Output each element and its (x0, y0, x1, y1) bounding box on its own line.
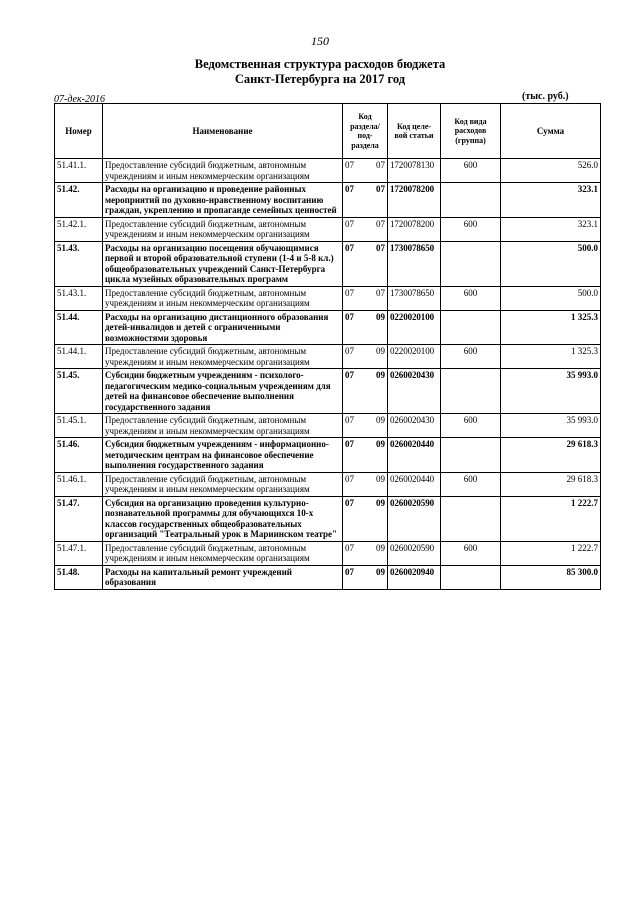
table-row (55, 472, 601, 496)
row-section (343, 369, 388, 414)
row-section (343, 472, 388, 496)
row-amount: 35 993.0 (501, 414, 601, 438)
row-subsection-code: 09 (376, 439, 385, 449)
row-subsection-code: 09 (376, 566, 385, 577)
row-target-code: 0260020440 (388, 438, 441, 473)
header-section: Код раздела/ под- раздела (343, 104, 388, 159)
row-section-code: 07 (345, 346, 354, 356)
row-number: 51.45. (55, 369, 103, 414)
row-subsection-code: 07 (376, 184, 385, 194)
table-row (55, 414, 601, 438)
page-number: 150 (311, 34, 329, 48)
row-expense-type (441, 310, 501, 345)
row-name: Расходы на организацию посещения обучающимися первой и второй образовательной ступени (1-4 и 5-8 кл.) общеобразовательных учреждений Санкт-Петербурга цикла музейных образовательных программ (103, 241, 343, 286)
row-section (343, 183, 388, 218)
row-number: 51.44.1. (55, 345, 103, 369)
row-target-code: 0260020430 (388, 414, 441, 438)
table-row (55, 345, 601, 369)
row-section-code: 07 (345, 311, 354, 322)
row-name: Предоставление субсидий бюджетным, автономным учреждениям и иным некоммерческим организациям (103, 472, 343, 496)
row-section-code: 07 (345, 242, 354, 253)
row-section-code: 07 (345, 542, 354, 553)
table-row (55, 241, 601, 286)
title-line-1: Ведомственная структура расходов бюджета (194, 57, 446, 71)
row-number: 51.42. (55, 183, 103, 218)
row-section-code: 07 (345, 160, 354, 170)
row-target-code: 0260020430 (388, 369, 441, 414)
row-number: 51.43.1. (55, 286, 103, 310)
row-expense-type: 600 (441, 414, 501, 438)
row-section-code: 07 (345, 473, 354, 484)
row-target-code: 1730078650 (388, 286, 441, 310)
table-row (55, 565, 601, 589)
row-section-code: 07 (345, 566, 354, 577)
row-amount: 500.0 (501, 286, 601, 310)
row-expense-type (441, 183, 501, 218)
row-amount: 500.0 (501, 241, 601, 286)
row-subsection-code: 09 (376, 346, 385, 356)
row-expense-type: 600 (441, 217, 501, 241)
row-amount: 29 618.3 (501, 438, 601, 473)
row-target-code: 0260020590 (388, 541, 441, 565)
row-number: 51.42.1. (55, 217, 103, 241)
row-section (343, 438, 388, 473)
row-amount: 35 993.0 (501, 369, 601, 414)
row-name: Субсидия бюджетным учреждениям - информационно-методическим центрам на финансовое обеспечение выполнения государственного задания (103, 438, 343, 473)
row-subsection-code: 07 (376, 160, 385, 170)
document-title (0, 57, 640, 87)
budget-table (54, 103, 601, 590)
row-section (343, 414, 388, 438)
table-row (55, 286, 601, 310)
row-subsection-code: 09 (376, 370, 385, 380)
row-subsection-code: 07 (376, 218, 385, 229)
row-section-code: 07 (345, 497, 354, 508)
row-name: Предоставление субсидий бюджетным, автономным учреждениям и иным некоммерческим организациям (103, 217, 343, 241)
row-section (343, 286, 388, 310)
table-row (55, 438, 601, 473)
row-target-code: 1720078130 (388, 159, 441, 183)
row-section-code: 07 (345, 370, 354, 380)
row-section (343, 217, 388, 241)
row-target-code: 0260020440 (388, 472, 441, 496)
table-row (55, 496, 601, 541)
row-name: Расходы на организацию дистанционного образования детей-инвалидов и детей с ограниченными возможностями здоровья (103, 310, 343, 345)
row-number: 51.43. (55, 241, 103, 286)
row-number: 51.44. (55, 310, 103, 345)
row-subsection-code: 07 (376, 287, 385, 298)
row-section-code: 07 (345, 218, 354, 229)
table-row (55, 183, 601, 218)
row-expense-type: 600 (441, 159, 501, 183)
row-target-code: 0260020940 (388, 565, 441, 589)
row-section (343, 565, 388, 589)
title-line-2: Санкт-Петербурга на 2017 год (234, 72, 406, 86)
row-name: Расходы на капитальный ремонт учреждений образования (103, 565, 343, 589)
row-subsection-code: 09 (376, 473, 385, 484)
header-target: Код целе- вой статьи (388, 104, 441, 159)
row-subsection-code: 09 (376, 415, 385, 425)
units-label: (тыс. руб.) (522, 91, 569, 102)
row-amount: 85 300.0 (501, 565, 601, 589)
row-section (343, 310, 388, 345)
row-number: 51.47. (55, 496, 103, 541)
row-number: 51.41.1. (55, 159, 103, 183)
row-name: Предоставление субсидий бюджетным, автономным учреждениям и иным некоммерческим организациям (103, 414, 343, 438)
row-section-code: 07 (345, 415, 354, 425)
header-expense-type: Код вида расходов (группа) (441, 104, 501, 159)
document-date: 07-дек-2016 (54, 94, 105, 105)
table-row (55, 159, 601, 183)
row-name: Предоставление субсидий бюджетным, автономным учреждениям и иным некоммерческим организациям (103, 286, 343, 310)
table-body (55, 159, 601, 590)
row-amount: 526.0 (501, 159, 601, 183)
row-amount: 1 222.7 (501, 541, 601, 565)
row-section (343, 241, 388, 286)
header-name: Наименование (103, 104, 343, 159)
header-number: Номер (55, 104, 103, 159)
row-subsection-code: 09 (376, 311, 385, 322)
table-header-row (55, 104, 601, 159)
row-amount: 323.1 (501, 217, 601, 241)
row-amount: 1 222.7 (501, 496, 601, 541)
row-section-code: 07 (345, 287, 354, 298)
row-name: Субсидия на организацию проведения культурно-познавательной программы для обучающихся 10-х классов государственных общеобразовательных организаций "Театральный урок в Мариинском театре" (103, 496, 343, 541)
row-name: Предоставление субсидий бюджетным, автономным учреждениям и иным некоммерческим организациям (103, 541, 343, 565)
header-amount: Сумма (501, 104, 601, 159)
row-number: 51.45.1. (55, 414, 103, 438)
row-target-code: 1730078650 (388, 241, 441, 286)
row-expense-type: 600 (441, 345, 501, 369)
table-row (55, 310, 601, 345)
row-expense-type (441, 496, 501, 541)
row-expense-type: 600 (441, 472, 501, 496)
row-section (343, 541, 388, 565)
row-name: Предоставление субсидий бюджетным, автономным учреждениям и иным некоммерческим организациям (103, 159, 343, 183)
row-section (343, 345, 388, 369)
row-amount: 29 618.3 (501, 472, 601, 496)
row-expense-type: 600 (441, 286, 501, 310)
row-amount: 323.1 (501, 183, 601, 218)
row-expense-type (441, 438, 501, 473)
row-target-code: 0220020100 (388, 345, 441, 369)
row-name: Субсидии бюджетным учреждениям - психолого-педагогическим медико-социальным учреждениям для детей на финансовое обеспечение выполнения государственного задания (103, 369, 343, 414)
row-number: 51.46.1. (55, 472, 103, 496)
row-expense-type: 600 (441, 541, 501, 565)
row-expense-type (441, 241, 501, 286)
row-target-code: 0220020100 (388, 310, 441, 345)
row-target-code: 0260020590 (388, 496, 441, 541)
row-amount: 1 325.3 (501, 345, 601, 369)
table-row (55, 369, 601, 414)
row-subsection-code: 09 (376, 542, 385, 553)
table-row (55, 217, 601, 241)
row-section-code: 07 (345, 439, 354, 449)
row-amount: 1 325.3 (501, 310, 601, 345)
table-row (55, 541, 601, 565)
row-section-code: 07 (345, 184, 354, 194)
row-expense-type (441, 369, 501, 414)
row-section (343, 159, 388, 183)
row-subsection-code: 07 (376, 242, 385, 253)
row-number: 51.48. (55, 565, 103, 589)
row-target-code: 1720078200 (388, 183, 441, 218)
row-name: Предоставление субсидий бюджетным, автономным учреждениям и иным некоммерческим организациям (103, 345, 343, 369)
row-expense-type (441, 565, 501, 589)
row-target-code: 1720078200 (388, 217, 441, 241)
row-number: 51.47.1. (55, 541, 103, 565)
row-section (343, 496, 388, 541)
row-name: Расходы на организацию и проведение районных мероприятий по духовно-нравственному воспитанию граждан, укреплению и пропаганде семейных ценностей (103, 183, 343, 218)
row-subsection-code: 09 (376, 497, 385, 508)
row-number: 51.46. (55, 438, 103, 473)
